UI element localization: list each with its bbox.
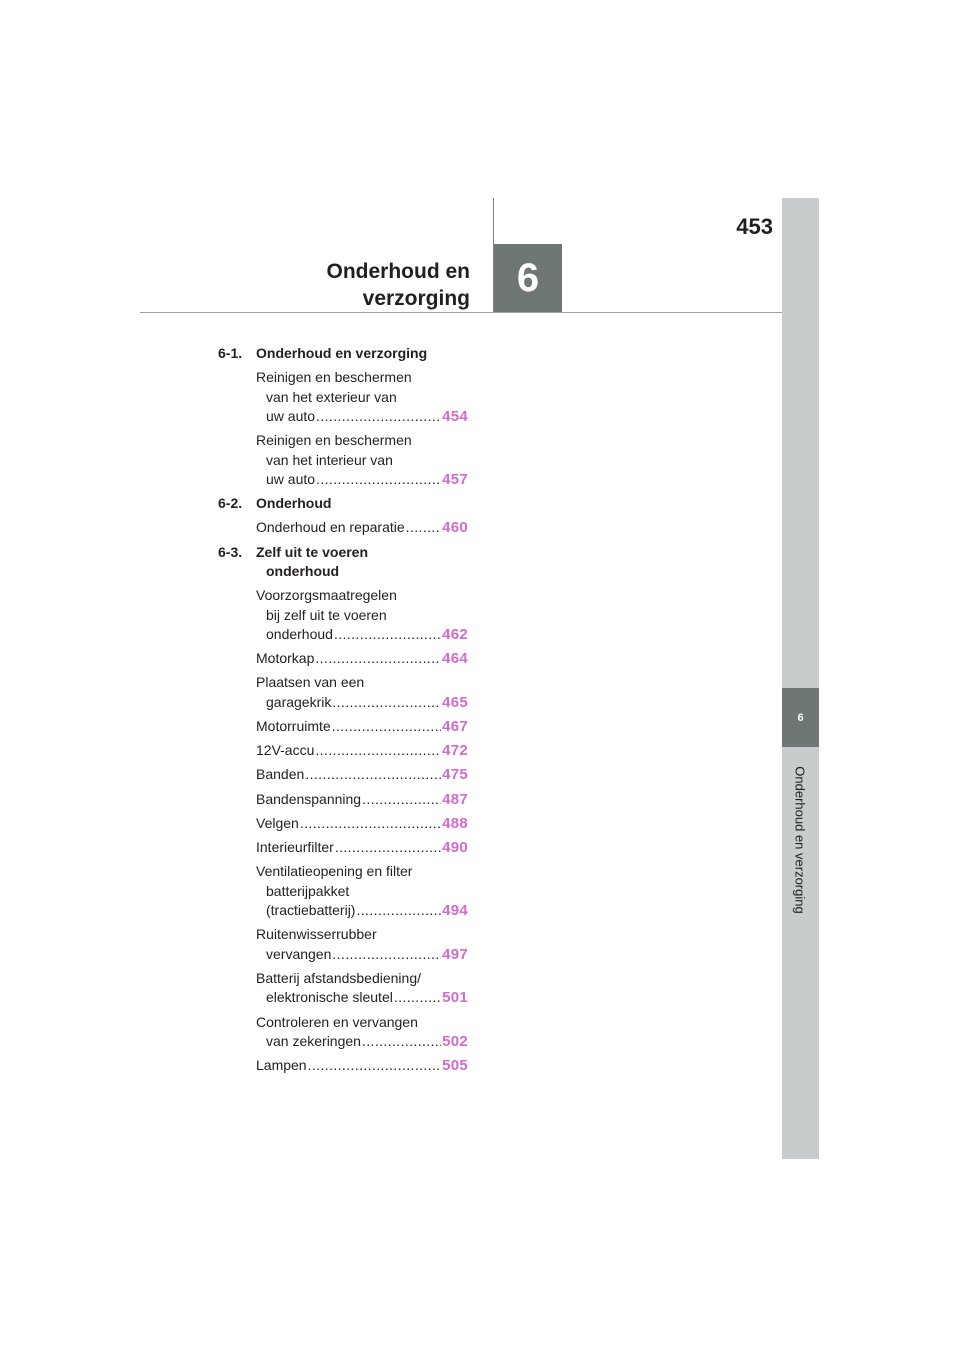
toc-entry[interactable] [256, 649, 468, 668]
toc-page-link[interactable]: 502 [442, 1032, 468, 1050]
toc-entry-line: Bandenspanning [256, 790, 362, 807]
toc-section-number: 6-1. [218, 345, 243, 361]
table-of-contents [218, 344, 468, 1076]
toc-entry[interactable] [256, 717, 468, 736]
toc-page-link[interactable]: 488 [442, 814, 468, 832]
toc-entry[interactable] [256, 814, 468, 833]
toc-leader-dots [394, 988, 441, 1007]
toc-entry-line: Controleren en vervangen [256, 1013, 418, 1030]
toc-entry[interactable] [256, 741, 468, 760]
toc-entry-line: (tractiebatterij) [266, 902, 356, 919]
toc-section-title [256, 344, 468, 363]
toc-entry-line: Lampen [256, 1057, 307, 1074]
toc-entry-line: van het interieur van [266, 451, 393, 468]
toc-leader-dots [362, 790, 441, 809]
toc-entry-line: Onderhoud en reparatie [256, 519, 405, 536]
toc-page-link[interactable]: 494 [442, 902, 468, 920]
toc-section[interactable] [218, 543, 468, 582]
toc-section-number: 6-3. [218, 543, 243, 560]
side-chapter-tab[interactable]: 6 [782, 688, 819, 747]
toc-page-link[interactable]: 497 [442, 945, 468, 963]
toc-leader-dots [305, 765, 441, 784]
toc-section[interactable] [218, 494, 468, 513]
toc-leader-dots [315, 741, 441, 760]
toc-section-title [256, 543, 468, 582]
toc-page-link[interactable]: 467 [442, 718, 468, 736]
toc-entry-line: Plaatsen van een [256, 674, 365, 691]
toc-entry-line: Motorkap [256, 650, 315, 667]
toc-page-link[interactable]: 460 [442, 519, 468, 537]
toc-entry[interactable] [256, 1056, 468, 1075]
toc-leader-dots [315, 649, 441, 668]
page-number: 453 [736, 214, 773, 239]
chapter-number-box: 6 [494, 244, 562, 312]
toc-leader-dots [334, 625, 441, 644]
toc-entry[interactable] [256, 673, 468, 712]
toc-page-link[interactable]: 464 [442, 650, 468, 668]
toc-leader-dots [316, 407, 441, 426]
toc-entry-line: Ruitenwisserrubber [256, 926, 377, 943]
toc-entry-line: vervangen [266, 945, 332, 962]
toc-entry-line: elektronische sleutel [266, 989, 393, 1006]
side-strip [782, 198, 819, 1159]
toc-leader-dots [300, 814, 441, 833]
toc-section-title-line: Onderhoud [256, 495, 332, 512]
toc-section-title [256, 494, 468, 513]
toc-leader-dots [332, 945, 441, 964]
toc-leader-dots [335, 838, 441, 857]
toc-entry-line: Reinigen en beschermen [256, 432, 412, 449]
toc-entry-line: 12V-accu [256, 742, 315, 759]
toc-entry-line: Ventilatieopening en filter [256, 863, 413, 880]
toc-entry-line: uw auto [266, 471, 316, 488]
toc-entry[interactable] [256, 765, 468, 784]
toc-entry[interactable] [256, 862, 468, 920]
toc-leader-dots [356, 901, 441, 920]
toc-entry-line: Velgen [256, 814, 299, 831]
toc-entry-line: Motorruimte [256, 718, 331, 735]
toc-entry[interactable] [256, 518, 468, 537]
chapter-title [250, 258, 470, 312]
chapter-title-line2: verzorging [362, 287, 470, 310]
toc-section[interactable] [218, 344, 468, 363]
toc-entry-line: Voorzorgsmaatregelen [256, 587, 397, 604]
toc-entry-line: garagekrik [266, 693, 332, 710]
toc-entry[interactable] [256, 586, 468, 644]
toc-entry[interactable] [256, 969, 468, 1008]
toc-leader-dots [362, 1032, 441, 1051]
toc-page-link[interactable]: 465 [442, 693, 468, 711]
toc-entry[interactable] [256, 368, 468, 426]
toc-page-link[interactable]: 462 [442, 626, 468, 644]
toc-entry-line: uw auto [266, 408, 316, 425]
toc-page-link[interactable]: 490 [442, 839, 468, 857]
toc-page-link[interactable]: 505 [442, 1057, 468, 1075]
toc-page-link[interactable]: 487 [442, 790, 468, 808]
toc-entry-line: batterijpakket [266, 882, 350, 899]
toc-entry-line: onderhoud [266, 626, 333, 643]
toc-section-title-line: onderhoud [266, 563, 340, 580]
header-horizontal-rule [140, 312, 782, 313]
toc-page-link[interactable]: 501 [442, 989, 468, 1007]
toc-page-link[interactable]: 454 [442, 408, 468, 426]
toc-page-link[interactable]: 475 [442, 766, 468, 784]
toc-entry-line: Batterij afstandsbediening/ [256, 969, 421, 986]
toc-entry-line: Banden [256, 766, 305, 783]
toc-entry[interactable] [256, 1013, 468, 1052]
toc-leader-dots [406, 518, 441, 537]
toc-leader-dots [332, 717, 441, 736]
toc-entry[interactable] [256, 838, 468, 857]
toc-section-title-line: Zelf uit te voeren [256, 543, 369, 560]
toc-entry[interactable] [256, 431, 468, 489]
toc-section-title-line: Onderhoud en verzorging [256, 345, 428, 361]
toc-entry[interactable] [256, 790, 468, 809]
toc-leader-dots [316, 470, 441, 489]
toc-entry-line: van zekeringen [266, 1032, 361, 1049]
toc-leader-dots [308, 1056, 441, 1075]
chapter-title-line1: Onderhoud en [326, 260, 470, 283]
toc-section-number: 6-2. [218, 495, 243, 512]
toc-entry-line: Reinigen en beschermen [256, 369, 412, 386]
toc-leader-dots [332, 693, 441, 712]
toc-entry-line: bij zelf uit te voeren [266, 606, 387, 623]
toc-page-link[interactable]: 472 [442, 742, 468, 760]
toc-entry-line: van het exterieur van [266, 388, 397, 405]
toc-entry-line: Interieurfilter [256, 839, 334, 856]
toc-entry[interactable] [256, 925, 468, 964]
toc-page-link[interactable]: 457 [442, 471, 468, 489]
